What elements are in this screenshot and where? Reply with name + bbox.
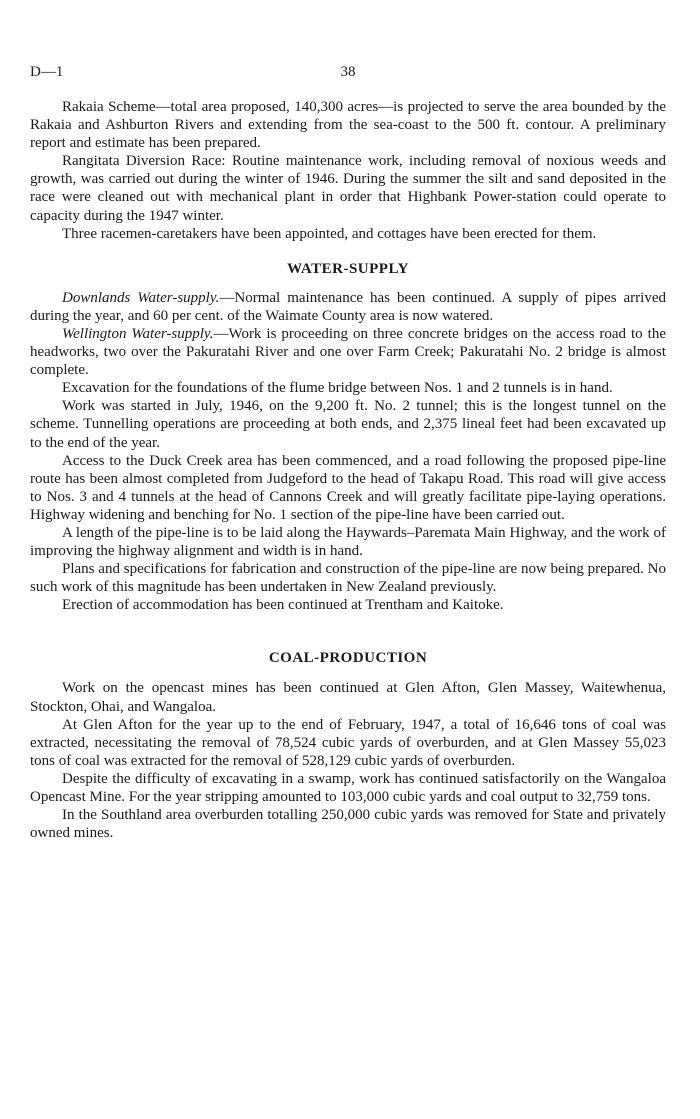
paragraph-rangitata: Rangitata Diversion Race: Routine maintenance work, including removal of noxious weeds and growth, was carried out during the winter of 1946. During the summer the silt and sand deposited in the race were cleaned out with mechanical plant in order that Highbank Power-station could operate to capacity during the 1947 winter. <box>30 153 666 224</box>
paragraph-opencast: Work on the opencast mines has been continued at Glen Afton, Glen Massey, Waitewhenua, Stockton, Ohai, and Wangaloa. <box>30 680 666 715</box>
paragraph-tunnel: Work was started in July, 1946, on the 9,200 ft. No. 2 tunnel; this is the longest tunnel on the scheme. Tunnelling operations are proceeding at both ends, and 2,375 lineal feet had been excavated up to the end of the year. <box>30 398 666 451</box>
section-title-coal-production: COAL-PRODUCTION <box>268 650 428 667</box>
downlands-text: —Normal maintenance has been continued. A supply of pipes arrived during the year, and 60 per cent. of the Waimate County area is now watered. <box>30 289 666 324</box>
section-title-water-supply: WATER-SUPPLY <box>287 260 409 277</box>
page-number: 38 <box>340 64 356 80</box>
paragraph-accommodation: Erection of accommodation has been continued at Trentham and Kaitoke. <box>62 597 504 614</box>
downlands-heading: Downlands Water-supply. <box>62 289 220 306</box>
paragraph-southland: In the Southland area overburden totalling 250,000 cubic yards was removed for State and privately owned mines. <box>30 807 666 842</box>
paragraph-racemen: Three racemen-caretakers have been appointed, and cottages have been erected for them. <box>62 225 597 242</box>
paragraph-rakaia: Rakaia Scheme—total area proposed, 140,300 acres—is projected to serve the area bounded by the Rakaia and Ashburton Rivers and extending from the sea-coast to the 500 ft. contour. A preliminary report and estimate has been prepared. <box>30 99 666 152</box>
paragraph-plans: Plans and specifications for fabrication and construction of the pipe-line are now being prepared. No such work of this magnitude has been undertaken in New Zealand previously. <box>30 561 666 596</box>
paragraph-duck-creek: Access to the Duck Creek area has been commenced, and a road following the proposed pipe-line route has been almost completed from Judgeford to the head of Takapu Road. This road will give access to Nos. 3 and 4 tunnels at the head of Cannons Creek and will greatly facilitate pipe-laying operations. Highway widening and benching for No. 1 section of the pipe-line have been carried out. <box>30 452 666 523</box>
paragraph-wangaloa: Despite the difficulty of excavating in a swamp, work has continued satisfactorily on the Wangaloa Opencast Mine. For the year stripping amounted to 103,000 cubic yards and coal output to 32,759 tons. <box>30 770 666 805</box>
page-header <box>30 64 666 84</box>
paragraph-glen-afton: At Glen Afton for the year up to the end of February, 1947, a total of 16,646 tons of coal was extracted, necessitating the removal of 78,524 cubic yards of overburden, and at Glen Massey 55,023 tons of coal was extracted for the removal of 528,129 cubic yards of overburden. <box>30 716 666 769</box>
page-body <box>30 98 666 842</box>
paragraph-downlands <box>30 289 666 325</box>
paragraph-wellington <box>30 325 666 379</box>
paragraph-excavation: Excavation for the foundations of the flume bridge between Nos. 1 and 2 tunnels is in hand. <box>62 380 613 397</box>
document-reference: D—1 <box>30 64 64 80</box>
wellington-text: —Work is proceeding on three concrete bridges on the access road to the headworks, two over the Pakuratahi River and one over Farm Creek; Pakuratahi No. 2 bridge is almost complete. <box>30 325 666 379</box>
wellington-heading: Wellington Water-supply. <box>62 325 214 342</box>
paragraph-pipe-line: A length of the pipe-line is to be laid along the Haywards–Paremata Main Highway, and the work of improving the highway alignment and width is in hand. <box>30 524 666 560</box>
